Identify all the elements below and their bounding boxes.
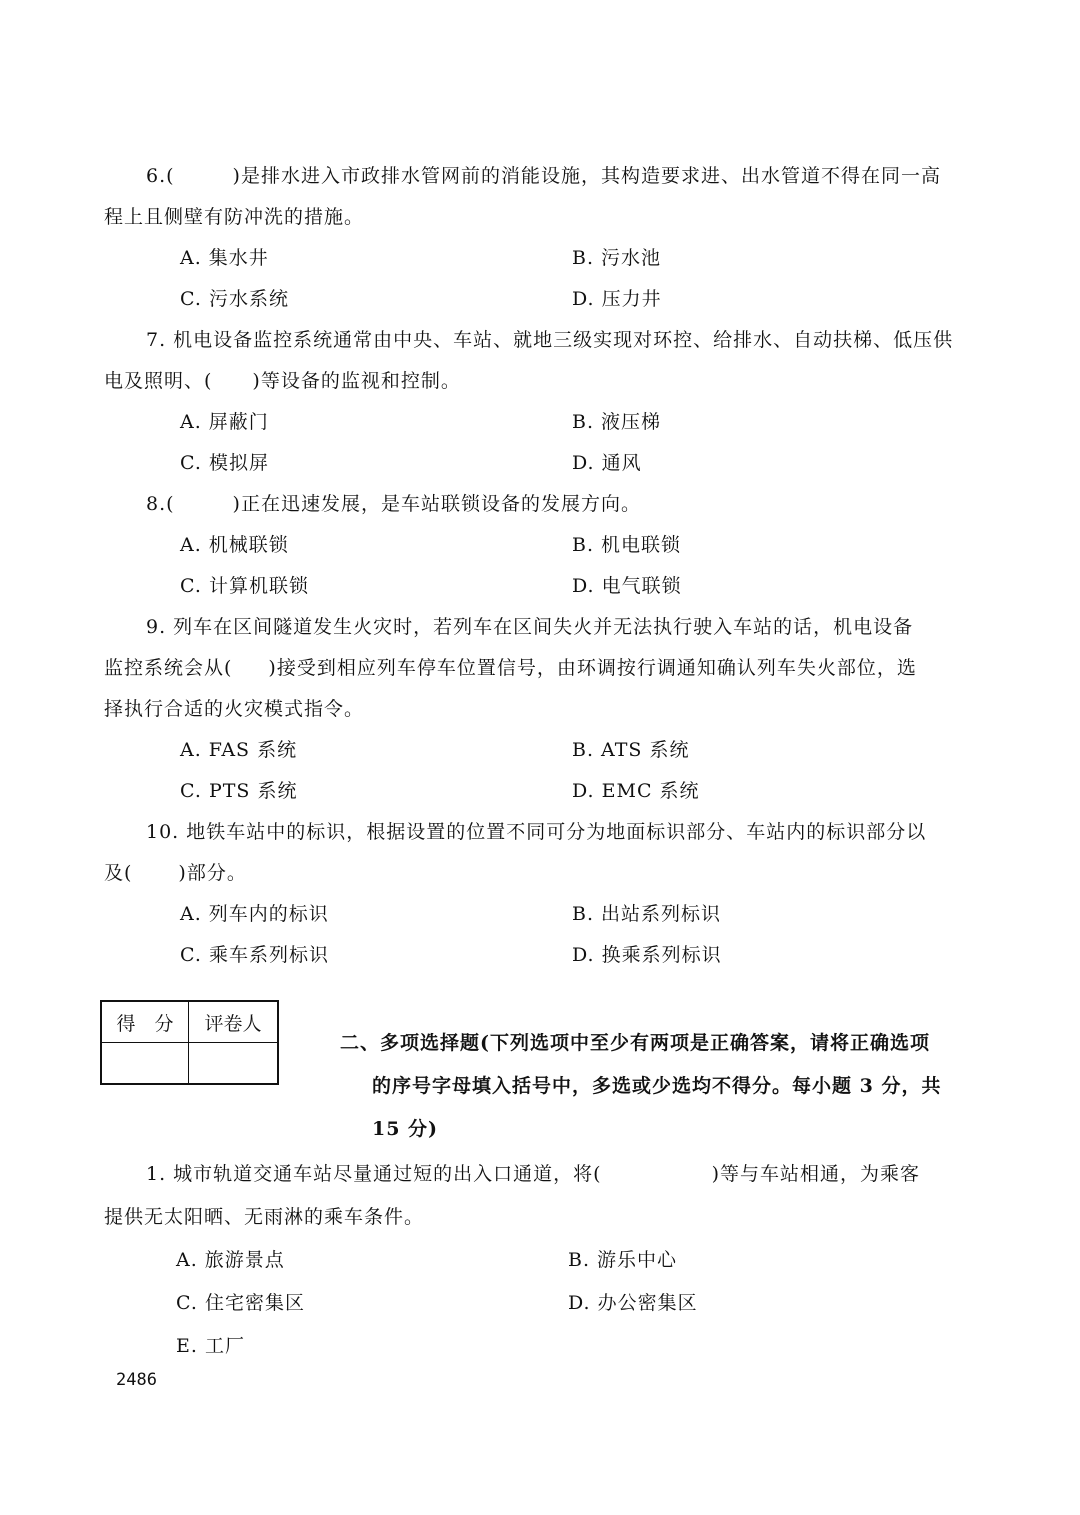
q9-line2-post: )接受到相应列车停车位置信号，由环调按行调通知确认列车失火部位，选	[268, 657, 917, 679]
q8-option-b: B. 机电联锁	[572, 534, 682, 556]
q8-option-c: C. 计算机联锁	[180, 575, 309, 597]
score-label: 得 分	[101, 1001, 189, 1043]
mq1-line2: 提供无太阳晒、无雨淋的乘车条件。	[104, 1206, 425, 1228]
q10-option-c: C. 乘车系列标识	[180, 944, 329, 966]
q6-option-a: A. 集水井	[180, 247, 269, 269]
q6-line1	[146, 163, 941, 189]
q7-line1: 7. 机电设备监控系统通常由中央、车站、就地三级实现对环控、给排水、自动扶梯、低压供	[146, 329, 954, 351]
mq1-option-d: D. 办公密集区	[568, 1292, 698, 1314]
q9-line2-pre: 监控系统会从(	[104, 657, 233, 679]
q7-option-d: D. 通风	[572, 452, 642, 474]
mq1-option-c: C. 住宅密集区	[176, 1292, 305, 1314]
q8-option-d: D. 电气联锁	[572, 575, 682, 597]
section2-heading-line3: 15 分)	[372, 1118, 439, 1140]
mq1-option-a: A. 旅游景点	[176, 1249, 285, 1271]
mq1-line1-post: )等与车站相通，为乘客	[711, 1163, 921, 1185]
q7-line2-pre: 电及照明、(	[104, 370, 213, 392]
score-cell[interactable]	[101, 1043, 189, 1085]
section2-heading-line1: 二、多项选择题(下列选项中至少有两项是正确答案，请将正确选项	[340, 1032, 930, 1054]
mq1-line1	[146, 1161, 920, 1187]
mq1-option-e: E. 工厂	[176, 1335, 245, 1357]
q7-option-c: C. 模拟屏	[180, 452, 269, 474]
q9-line3: 择执行合适的火灾模式指令。	[104, 698, 365, 720]
q9-option-c: C. PTS 系统	[180, 780, 298, 802]
q8-stem: )正在迅速发展，是车站联锁设备的发展方向。	[232, 493, 641, 515]
score-box	[100, 1000, 279, 1085]
grader-label: 评卷人	[189, 1001, 279, 1043]
q7-line2-post: )等设备的监视和控制。	[252, 370, 461, 392]
mq1-option-b: B. 游乐中心	[568, 1249, 678, 1271]
q7-line2	[104, 368, 461, 394]
q10-line2-post: )部分。	[178, 862, 247, 884]
q8-option-a: A. 机械联锁	[180, 534, 289, 556]
q9-option-b: B. ATS 系统	[572, 739, 690, 761]
q6-option-c: C. 污水系统	[180, 288, 289, 310]
q6-option-d: D. 压力井	[572, 288, 662, 310]
section2-heading-line2: 的序号字母填入括号中，多选或少选均不得分。每小题 3 分，共	[372, 1075, 942, 1097]
q10-line1: 10. 地铁车站中的标识，根据设置的位置不同可分为地面标识部分、车站内的标识部分以	[146, 821, 927, 843]
q8-number: 8.(	[146, 493, 175, 515]
q6-stem: )是排水进入市政排水管网前的消能设施，其构造要求进、出水管道不得在同一高	[232, 165, 941, 187]
q6-line2: 程上且侧壁有防冲洗的措施。	[104, 206, 365, 228]
grader-cell[interactable]	[189, 1043, 279, 1085]
q9-option-d: D. EMC 系统	[572, 780, 700, 802]
q10-line2	[104, 860, 247, 886]
q7-option-b: B. 液压梯	[572, 411, 662, 433]
q6-option-b: B. 污水池	[572, 247, 662, 269]
q9-option-a: A. FAS 系统	[180, 739, 298, 761]
q9-line1: 9. 列车在区间隧道发生火灾时，若列车在区间失火并无法执行驶入车站的话，机电设备	[146, 616, 914, 638]
q10-option-b: B. 出站系列标识	[572, 903, 722, 925]
q10-option-d: D. 换乘系列标识	[572, 944, 722, 966]
q10-option-a: A. 列车内的标识	[180, 903, 329, 925]
mq1-line1-pre: 1. 城市轨道交通车站尽量通过短的出入口通道，将(	[146, 1163, 602, 1185]
q8-line1	[146, 491, 641, 517]
q9-line2	[104, 655, 917, 681]
q10-line2-pre: 及(	[104, 862, 133, 884]
q7-option-a: A. 屏蔽门	[180, 411, 269, 433]
page-number: 2486	[116, 1370, 157, 1390]
q6-number: 6.(	[146, 165, 175, 187]
